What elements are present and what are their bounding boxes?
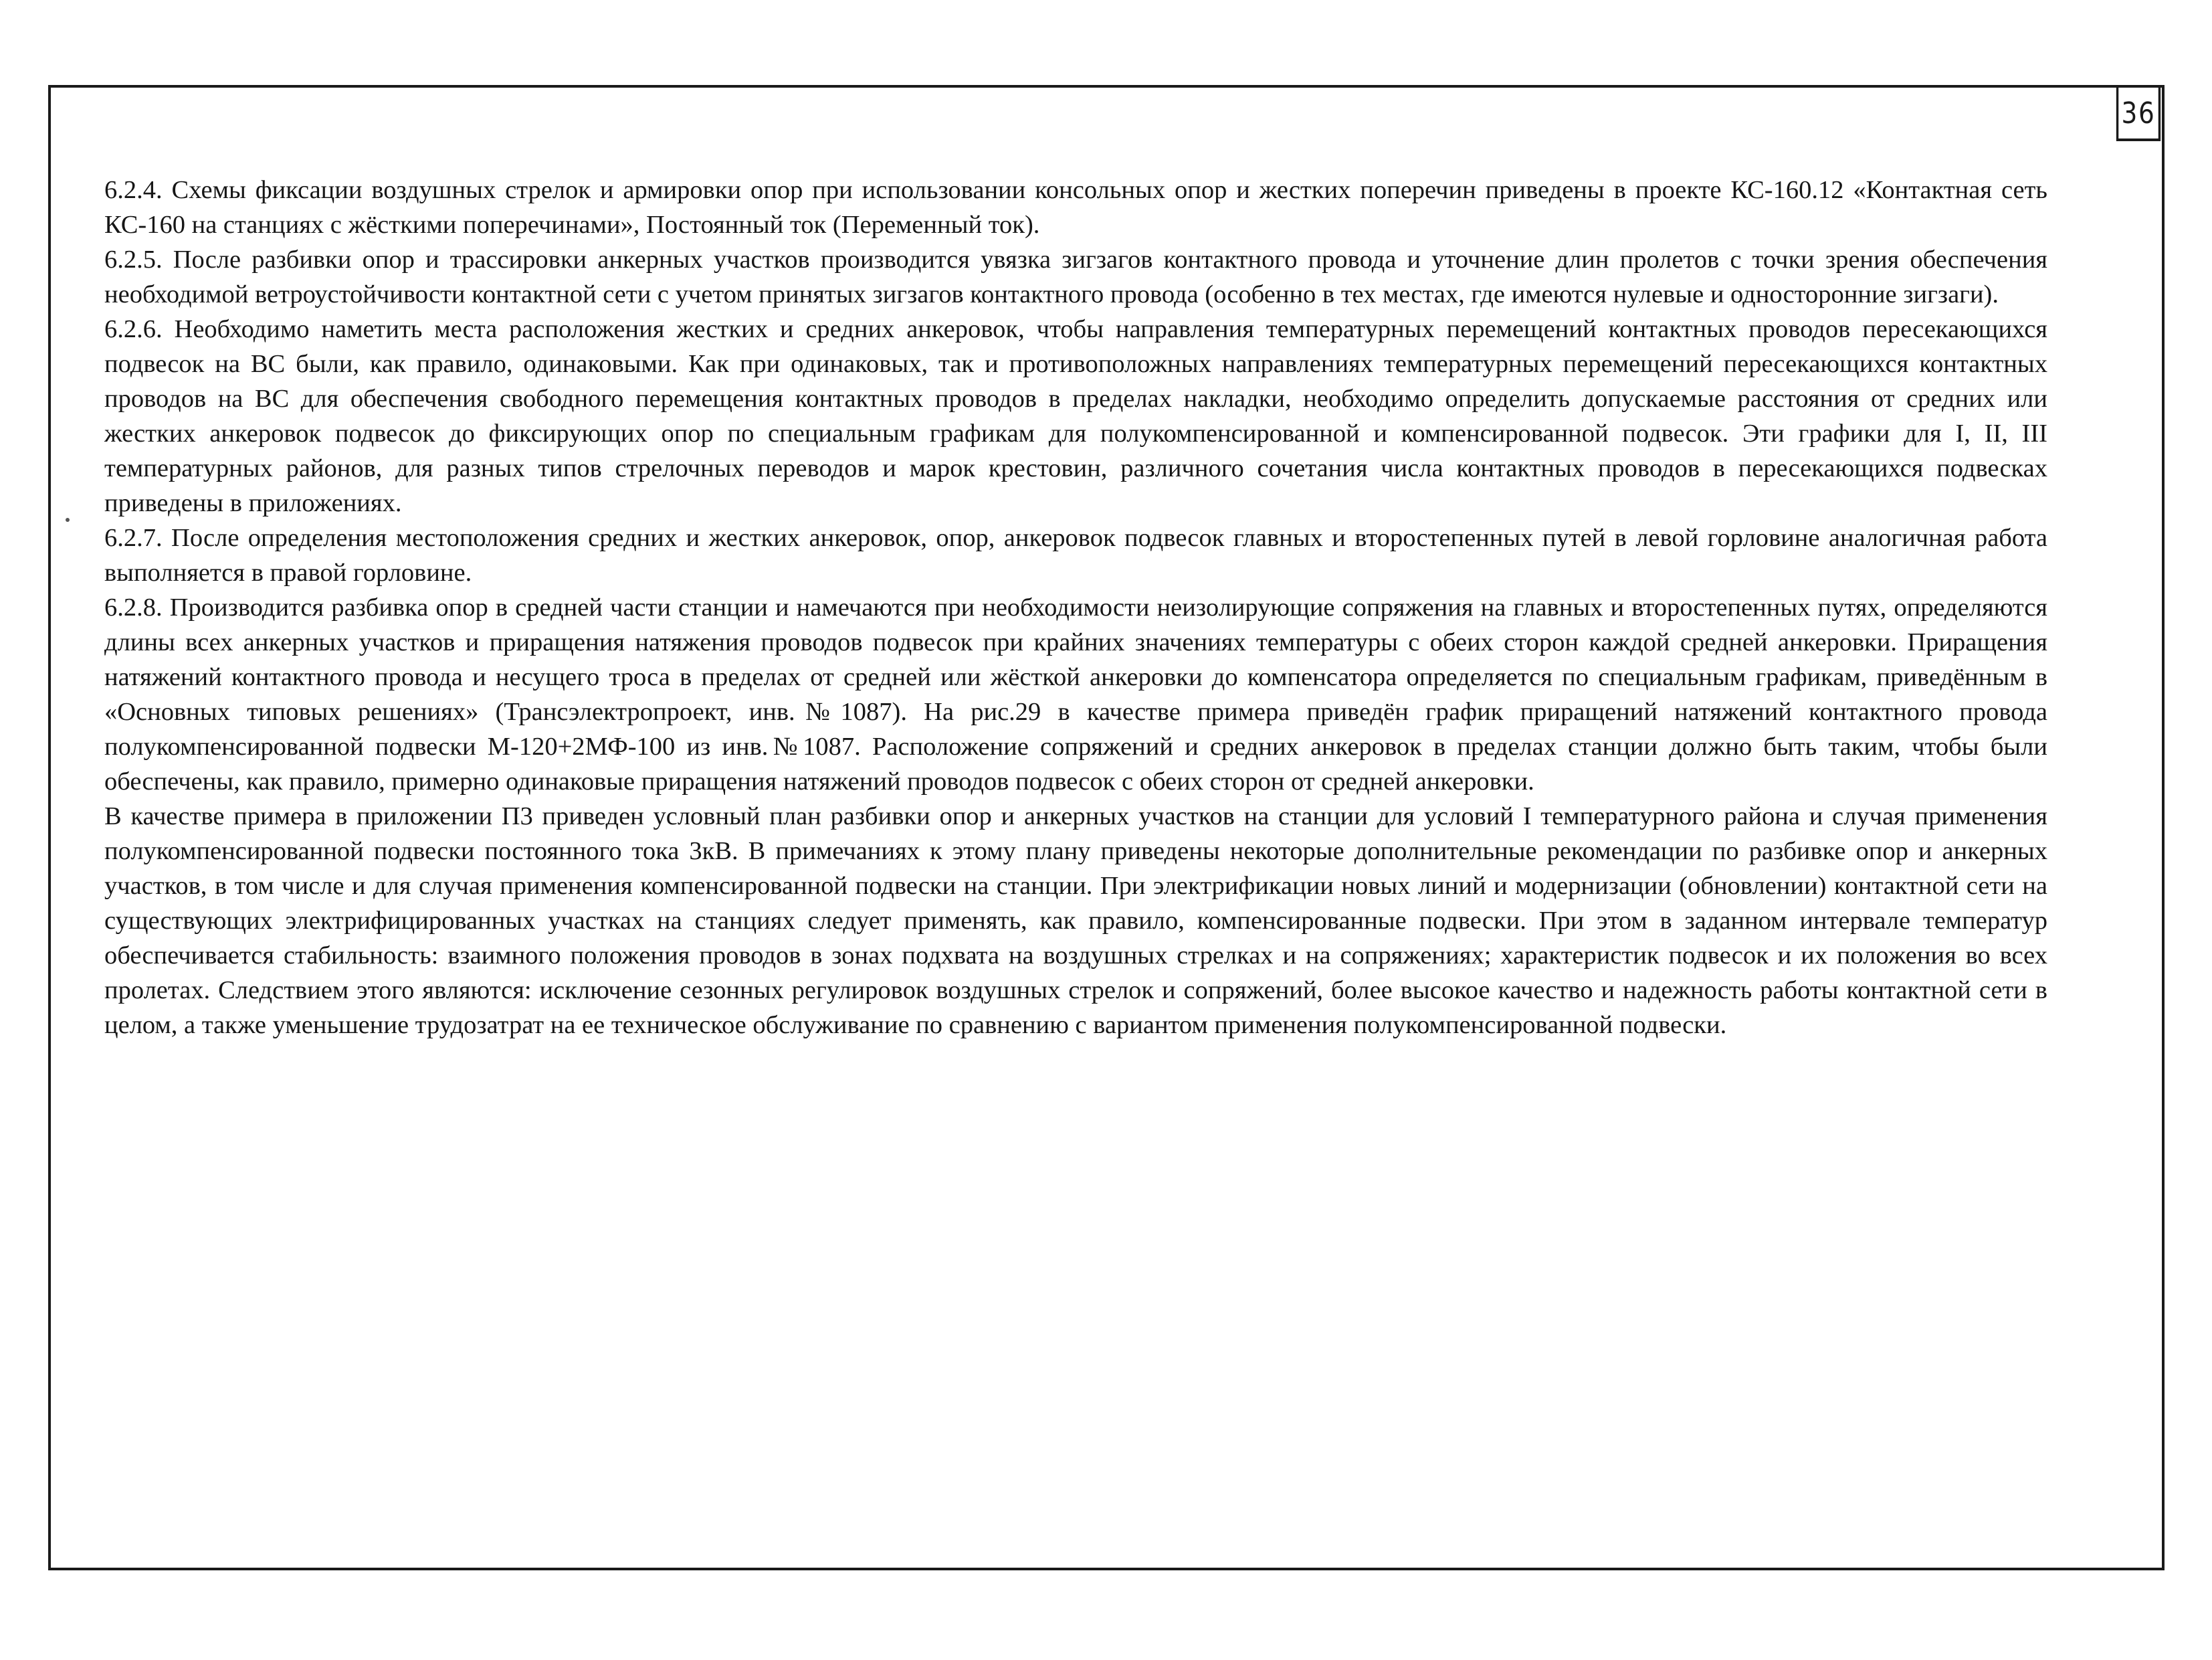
document-body (104, 173, 2047, 1042)
paragraph-6-2-4: 6.2.4. Схемы фиксации воздушных стрелок и армировки опор при использовании консольных опор и жестких поперечин приведены в проекте КС-160.12 «Контактная сеть КС-160 на станциях с жёсткими поперечинами», Постоянный ток (Переменный ток). (104, 176, 2047, 239)
paragraph-6-2-7: 6.2.7. После определения местоположения средних и жестких анкеровок, опор, анкеровок подвесок главных и второстепенных путей в левой горловине аналогичная работа выполняется в правой горловине. (104, 524, 2047, 587)
paragraph-example-p3: В качестве примера в приложении П3 приведен условный план разбивки опор и анкерных участков на станции для условий I температурного района и случая применения полукомпенсированной подвески постоянного тока 3кВ. В примечаниях к этому плану приведены некоторые дополнительные рекомендации по разбивке опор и анкерных участков, в том числе и для случая применения компенсированной подвески на станции. При электрификации новых линий и модернизации (обновлении) контактной сети на существующих электрифицированных участках на станциях следует применять, как правило, компенсированные подвески. При этом в заданном интервале температур обеспечивается стабильность: взаимного положения проводов в зонах подхвата на воздушных стрелках и на сопряжениях; характеристик подвесок и их положения во всех пролетах. Следствием этого являются: исключение сезонных регулировок воздушных стрелок и сопряжений, более высокое качество и надежность работы контактной сети в целом, а также уменьшение трудозатрат на ее техническое обслуживание по сравнению с вариантом применения полукомпенсированной подвески. (104, 802, 2047, 1039)
margin-mark (66, 518, 70, 522)
paragraph-6-2-5: 6.2.5. После разбивки опор и трассировки анкерных участков производится увязка зигзагов контактного провода и уточнение длин пролетов с точки зрения обеспечения необходимой ветроустойчивости контактной сети с учетом принятых зигзагов контактного провода (особенно в тех местах, где имеются нулевые и односторонние зигзаги). (104, 246, 2047, 308)
paragraph-6-2-8: 6.2.8. Производится разбивка опор в средней части станции и намечаются при необходимости неизолирующие сопряжения на главных и второстепенных путях, определяются длины всех анкерных участков и приращения натяжения проводов подвесок при крайних значениях температуры с обеих сторон каждой средней анкеровки. Приращения натяжений контактного провода и несущего троса в пределах от средней или жёсткой анкеровки до компенсатора определяется по специальным графикам, приведённым в «Основных типовых решениях» (Трансэлектропроект, инв.№1087). На рис.29 в качестве примера приведён график приращений натяжений контактного провода полукомпенсированной подвески М-120+2МФ-100 из инв.№1087. Расположение сопряжений и средних анкеровок в пределах станции должно быть таким, чтобы были обеспечены, как правило, примерно одинаковые приращения натяжений проводов подвесок с обеих сторон от средней анкеровки. (104, 593, 2047, 796)
page-number: 36 (2116, 85, 2160, 141)
paragraph-6-2-6: 6.2.6. Необходимо наметить места расположения жестких и средних анкеровок, чтобы направления температурных перемещений контактных проводов пересекающихся подвесок на ВС были, как правило, одинаковыми. Как при одинаковых, так и противоположных направлениях температурных перемещений пересекающихся контактных проводов на ВС для обеспечения свободного перемещения контактных проводов в пределах накладки, необходимо определить допускаемые расстояния от средних или жестких анкеровок подвесок до фиксирующих опор по специальным графикам для полукомпенсированной и компенсированной подвесок. Эти графики для I, II, III температурных районов, для разных типов стрелочных переводов и марок крестовин, различного сочетания числа контактных проводов в пересекающихся подвесках приведены в приложениях. (104, 315, 2047, 517)
